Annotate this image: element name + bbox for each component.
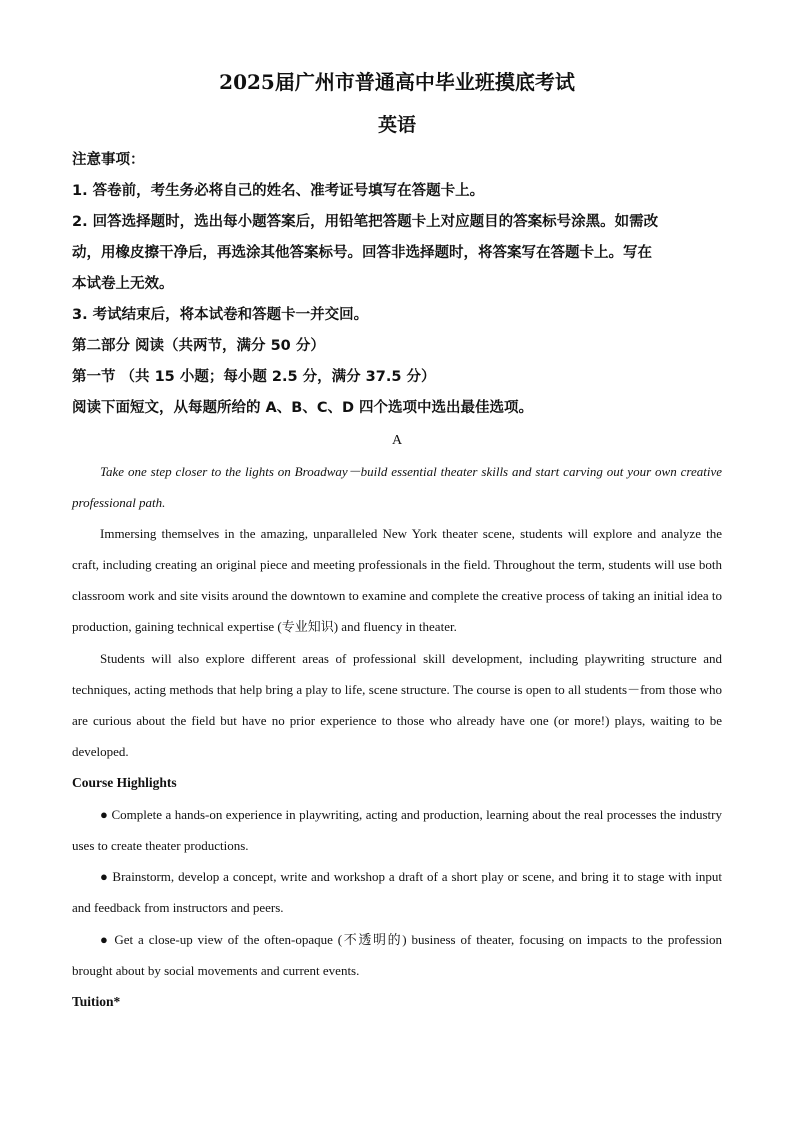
note-item-1: 1. 答卷前，考生务必将自己的姓名、准考证号填写在答题卡上。 bbox=[72, 183, 485, 199]
passage-paragraph-1: Immersing themselves in the amazing, unparalleled New York theater scene, students will explore and analyze the craft, including creating an original piece and meeting professionals in the field. Throughout the term, students will use both classroom work and site visits around the downtown to examine and complete the creative process of taking an initial idea to production, gaining technical expertise (专业知识) and fluency in theater. bbox=[72, 526, 722, 634]
course-highlights-heading: Course Highlights bbox=[72, 775, 177, 790]
highlight-bullet-2: ● Brainstorm, develop a concept, write and workshop a draft of a short play or scene, and bring it to stage with input and feedback from instructors and peers. bbox=[72, 869, 722, 915]
highlight-bullet-1: ● Complete a hands-on experience in playwriting, acting and production, learning about the real processes the industry uses to create theater productions. bbox=[72, 807, 722, 853]
passage-intro: Take one step closer to the lights on Broadway－build essential theater skills and start carving out your own creative professional path. bbox=[72, 464, 722, 510]
section-instruction: 阅读下面短文，从每题所给的 A、B、C、D 四个选项中选出最佳选项。 bbox=[72, 400, 534, 416]
highlight-bullet-3: ● Get a close-up view of the often-opaque (不透明的) business of theater, focusing on impacts to the profession brought about by social movements and current events. bbox=[72, 932, 722, 978]
section-sub-heading: 第一节 （共 15 小题；每小题 2.5 分，满分 37.5 分） bbox=[72, 369, 436, 385]
subject-title: 英语 bbox=[377, 114, 416, 136]
note-item-2-line-2: 动，用橡皮擦干净后，再选涂其他答案标号。回答非选择题时，将答案写在答题卡上。写在 bbox=[72, 245, 652, 261]
exam-title: 2025届广州市普通高中毕业班摸底考试 bbox=[219, 70, 575, 94]
tuition-heading: Tuition* bbox=[72, 994, 121, 1009]
note-item-2-line-3: 本试卷上无效。 bbox=[72, 276, 174, 292]
passage-letter: A bbox=[391, 433, 403, 448]
section-part-heading: 第二部分 阅读（共两节，满分 50 分） bbox=[72, 338, 325, 354]
note-item-3: 3. 考试结束后，将本试卷和答题卡一并交回。 bbox=[72, 307, 369, 323]
note-item-2-line-1: 2. 回答选择题时，选出每小题答案后，用铅笔把答题卡上对应题目的答案标号涂黑。如需改 bbox=[72, 214, 659, 230]
notes-heading: 注意事项： bbox=[72, 152, 145, 168]
passage-paragraph-2: Students will also explore different areas of professional skill development, including playwriting structure and techniques, acting methods that help bring a play to life, scene structure. The course is open to all students－from those who are curious about the field but have no prior experience to those who already have one (or more!) plays, waiting to be developed. bbox=[72, 651, 722, 759]
